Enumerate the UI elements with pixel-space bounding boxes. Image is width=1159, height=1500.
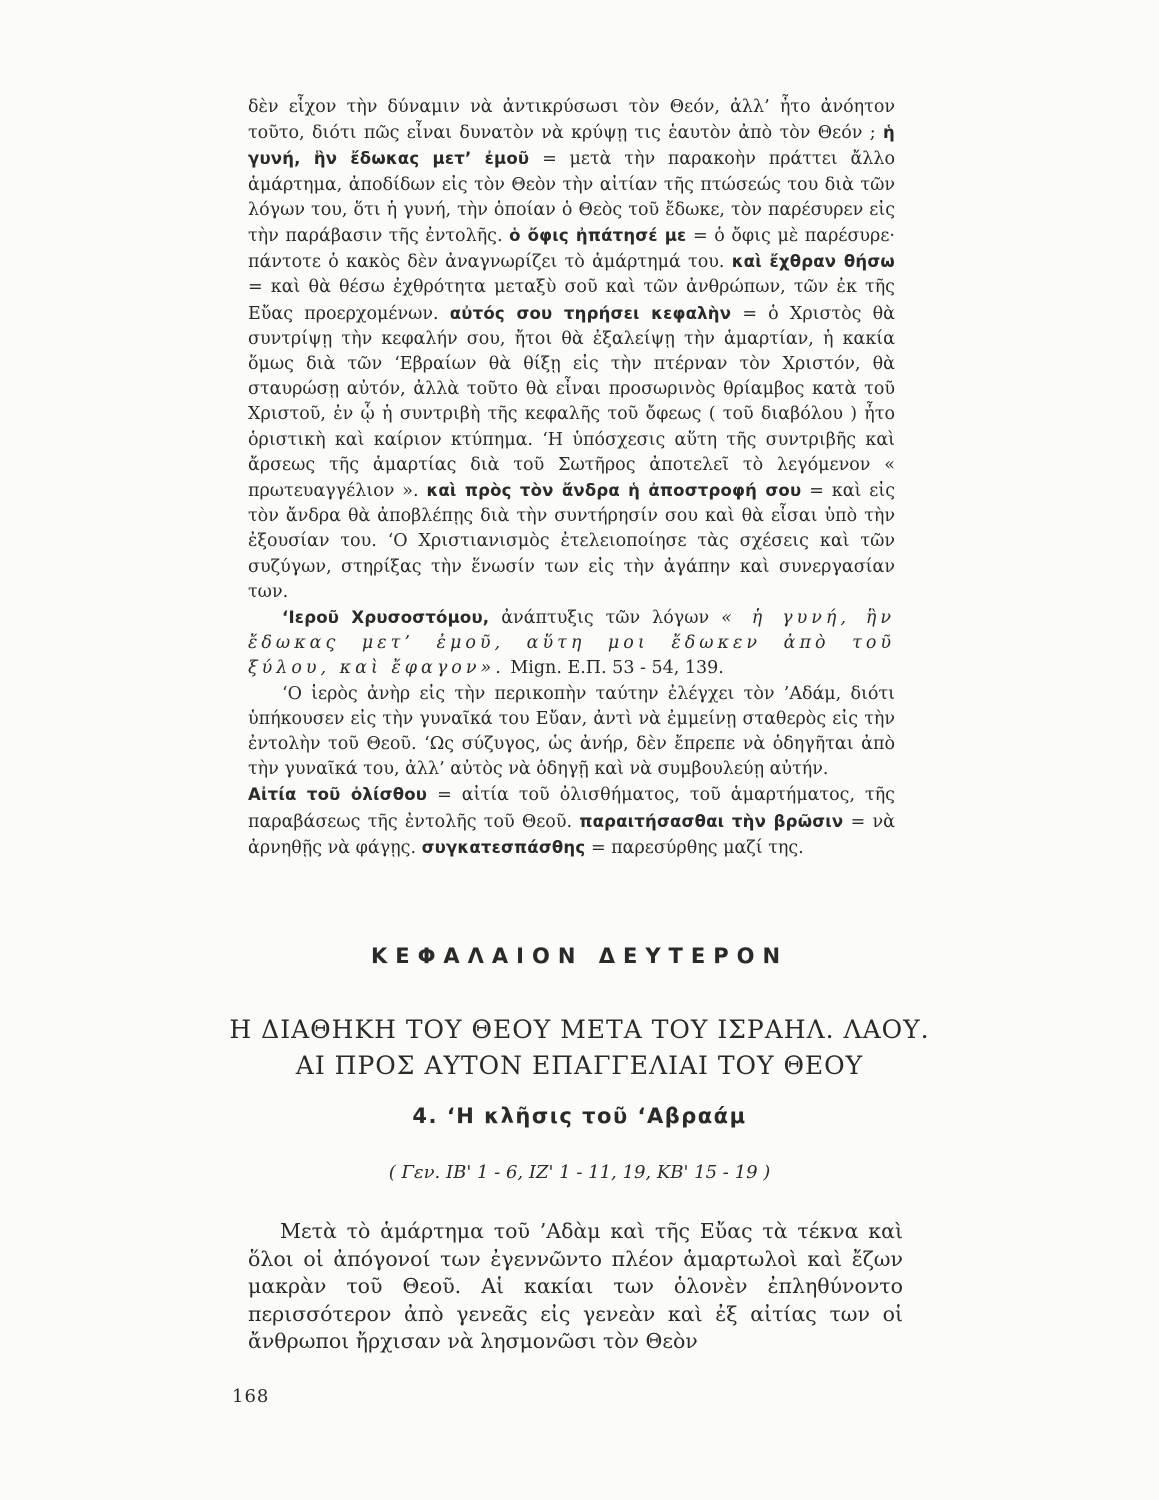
chapter-title-line: ΑΙ ΠΡΟΣ ΑΥΤΟΝ ΕΠΑΓΓΕΛΙΑΙ ΤΟΥ ΘΕΟΥ xyxy=(295,1051,864,1080)
section-paragraph: Μετὰ τὸ ἁμάρτημα τοῦ ’Αδὰμ καὶ τῆς Εὔας τὰ τέκνα καὶ ὅλοι οἱ ἀπόγονοί των ἐγεννῶντο πλέον ἁμαρτωλοὶ καὶ ἔζων μακρὰν τοῦ Θεοῦ. Αἱ κακίαι των ὁλονὲν ἐπληθύνοντο περισσότερον ἀπὸ γενεᾶς εἰς γενεὰν καὶ ἐξ αἰτίας των οἱ ἄνθρωποι ἤρχισαν νὰ λησμονῶσι τὸν Θεὸν xyxy=(248,1219,903,1353)
reference: Mign. Ε.Π. 53 - 54, 139. xyxy=(510,658,724,679)
chrysostom-citation xyxy=(248,605,895,682)
author-name: ‘Ιεροῦ Χρυσοστόμου, xyxy=(282,608,490,628)
text-run: = ὁ ὄφις μὲ παρέσυρε· πάντοτε ὁ κακὸς δὲν ἀναγνωρίζει τὸ ἁμάρτημά του. xyxy=(248,226,895,273)
commentary-paragraph: ‘Ο ἱερὸς ἀνὴρ εἰς τὴν περικοπὴν ταύτην ἐλέγχει τὸν ’Αδάμ, διότι ὑπήκουσεν εἰς τὴν γυναῖκά του Εὔαν, ἀντὶ νὰ ἐμμείνῃ σταθερὸς εἰς τὴν ἐντολὴν τοῦ Θεοῦ. ‘Ως σύζυγος, ὡς ἀνήρ, δὲν ἔπρεπε νὰ ὁδηγῆται ἀπὸ τὴν γυναῖκά του, ἀλλ’ αὐτὸς νὰ ὁδηγῇ καὶ νὰ συμβουλεύῃ αὐτήν. xyxy=(248,683,895,780)
lemma: συγκατεσπάσθης xyxy=(421,837,586,857)
chapter-title xyxy=(0,1012,1159,1084)
text-run: δὲν εἶχον τὴν δύναμιν νὰ ἀντικρύσωσι τὸν Θεόν, ἀλλ’ ἦτο ἀνόητον τοῦτο, διότι πῶς εἶναι δυνατὸν νὰ κρύψῃ τις ἑαυτὸν ἀπὸ τὸν Θεόν ; xyxy=(248,97,895,144)
text-run: = ὁ Χριστὸς θὰ συντρίψῃ τὴν κεφαλήν σου, ἤτοι θὰ ἐξαλείψῃ τὴν ἁμαρτίαν, ἡ κακία ὅμως διὰ τῶν ‘Εβραίων θὰ θίξῃ εἰς τὴν πτέρναν τὸν Χριστόν, θὰ σταυρώσῃ αὐτόν, ἀλλὰ τοῦτο θὰ εἶναι προσωρινὸς θρίαμβος κατὰ τοῦ Χριστοῦ, ἐν ᾧ ἡ συντριβὴ τῆς κεφαλῆς τοῦ ὄφεως ( τοῦ διαβόλου ) ἦτο ὁριστικὴ καὶ καίριον κτύπημα. ‘Η ὑπόσχεσις αὕτη τῆς συντριβῆς καὶ ἄρσεως τῆς ἁμαρτίας διὰ τοῦ Σωτῆρος ἀποτελεῖ τὸ λεγόμενον « πρωτευαγγέλιον ». xyxy=(248,303,895,502)
text-run: = νὰ ἀρνηθῇς νὰ φάγῃς. xyxy=(248,811,895,858)
lemma: Αἰτία τοῦ ὀλίσθου xyxy=(248,785,428,805)
text-run: = καὶ εἰς τὸν ἄνδρα θὰ ἀποβλέπῃς διὰ τὴν συντήρησίν σου καὶ θὰ εἶσαι ὑπὸ τὴν ἐξουσίαν του. ‘Ο Χριστιανισμὸς ἐτελειοποίησε τὰς σχέσεις καὶ τῶν συζύγων, στηρίξας τὴν ἕνωσίν των εἰς τὴν ἀγάπην καὶ συνεργασίαν των. xyxy=(248,481,895,602)
lemma: ἡ γυνή, ἣν ἔδωκας μετ’ ἐμοῦ xyxy=(248,123,895,169)
commentary-paragraph xyxy=(248,95,895,605)
scripture-reference: ( Γεν. ΙΒ' 1 - 6, ΙΖ' 1 - 11, 19, ΚΒ' 15 - 19 ) xyxy=(388,1162,771,1183)
section-body xyxy=(248,1218,903,1356)
quotation: « ἡ γυνή, ἣν ἔδωκας μετ’ ἐμοῦ, αὕτη μοι ἔδωκεν ἀπὸ τοῦ ξύλου, καὶ ἔφαγον». xyxy=(248,608,895,679)
text-run: = καὶ θὰ θέσω ἐχθρότητα μεταξὺ σοῦ καὶ τῶν ἀνθρώπων, τῶν ἐκ τῆς Εὔας προερχομένων. xyxy=(248,277,895,324)
page-number: 168 xyxy=(232,1386,270,1407)
text-run: = μετὰ τὴν παρακοὴν πράττει ἄλλο ἁμάρτημα, ἀποδίδων εἰς τὸν Θεὸν τὴν αἰτίαν τῆς πτώσεώς του διὰ τῶν λόγων του, ὅτι ἡ γυνή, τὴν ὁποίαν ὁ Θεὸς τοῦ ἔδωκε, τὸν παρέσυρεν εἰς τὴν παράβασιν τῆς ἐντολῆς. xyxy=(248,149,895,247)
text-run: ἀνάπτυξις τῶν λόγων xyxy=(501,608,710,629)
lemma: ὁ ὄφις ἠπάτησέ με xyxy=(509,226,687,246)
lemma: αὐτός σου τηρήσει κεφαλὴν xyxy=(449,303,732,323)
lemma: παραιτήσασθαι τὴν βρῶσιν xyxy=(579,811,844,831)
chapter-label: ΚΕΦΑΛΑΙΟΝ ΔΕΥΤΕΡΟΝ xyxy=(370,944,789,968)
lemma: καὶ πρὸς τὸν ἄνδρα ἡ ἀποστροφή σου xyxy=(426,481,802,501)
lemma: καὶ ἔχθραν θήσω xyxy=(731,252,895,272)
text-run: = παρεσύρθης μαζί της. xyxy=(590,837,804,858)
section-title: 4. ‘Η κλῆσις τοῦ ‘Αβραάμ xyxy=(412,1104,747,1128)
commentary-block xyxy=(248,95,895,861)
commentary-paragraph xyxy=(248,782,895,861)
chapter-title-line: Η ΔΙΑΘΗΚΗ ΤΟΥ ΘΕΟΥ ΜΕΤΑ ΤΟΥ ΙΣΡΑΗΛ. ΛΑΟΥ. xyxy=(229,1015,930,1044)
text-run: = αἰτία τοῦ ὀλισθήματος, τοῦ ἁμαρτήματος, τῆς παραβάσεως τῆς ἐντολῆς τοῦ Θεοῦ. xyxy=(248,785,895,832)
